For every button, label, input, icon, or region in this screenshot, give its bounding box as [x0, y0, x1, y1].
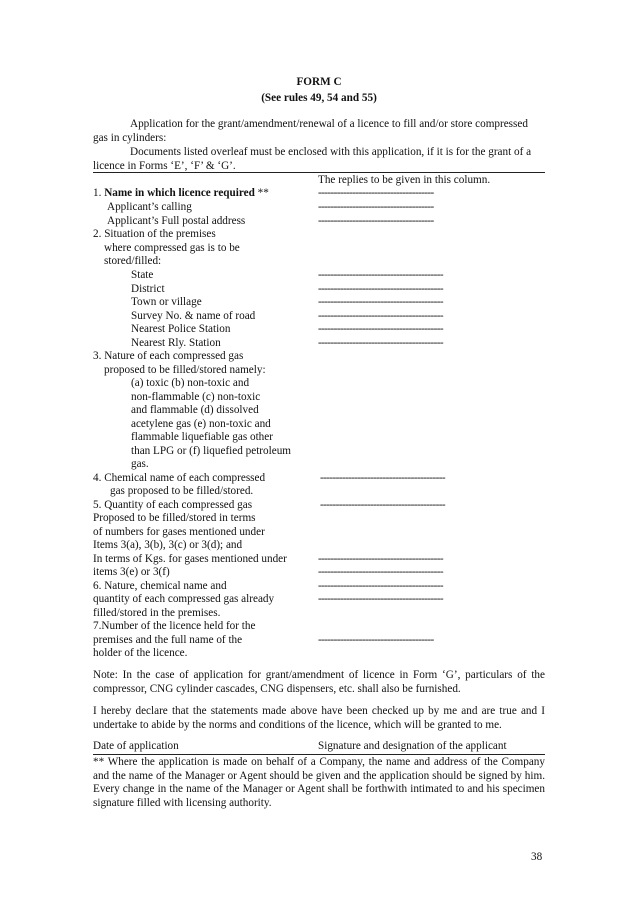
reply-line-police: ---------------------------------------- [318, 323, 444, 335]
replies-column-header: The replies to be given in this column. [318, 174, 491, 186]
reply-line-licence-held: ------------------------------------- [318, 634, 434, 646]
signature-label: Signature and designation of the applicant [318, 740, 507, 752]
reply-line-quantity-numbers: ---------------------------------------- [320, 499, 446, 511]
item-3-line-7: flammable liquefiable gas other [131, 431, 273, 443]
item-5-line-3: of numbers for gases mentioned under [93, 526, 265, 538]
item-2-line-2: where compressed gas is to be [104, 242, 240, 254]
item-3-line-1: 3. Nature of each compressed gas [93, 350, 244, 362]
page-number: 38 [531, 851, 543, 863]
town-label: Town or village [131, 296, 202, 308]
intro-line-3: Documents listed overleaf must be enclosed with this application, if it is for the grant of a [130, 146, 532, 158]
item-1-label [93, 187, 269, 201]
item-5-line-5: In terms of Kgs. for gases mentioned under [93, 553, 287, 565]
item-2-line-1: 2. Situation of the premises [93, 228, 216, 240]
item-3-line-4: non-flammable (c) non-toxic [131, 391, 261, 403]
reply-line-state: ---------------------------------------- [318, 269, 444, 281]
item-3-line-3: (a) toxic (b) non-toxic and [131, 377, 250, 389]
district-label: District [131, 283, 165, 295]
reply-line-district: ---------------------------------------- [318, 283, 444, 295]
item-5-line-4: Items 3(a), 3(b), 3(c) or 3(d); and [93, 539, 243, 551]
footnote-paragraph: ** Where the application is made on behalf of a Company, the name and address of the Company and the name of the Manager or Agent should be given and the application should be signed by him. Every change in the name of the Manager or Agent shall be forthwith intimated to and his specimen signature filled with licensing authority. [93, 756, 545, 809]
reply-line-calling: ------------------------------------- [318, 201, 434, 213]
reply-line-address: ------------------------------------- [318, 215, 434, 227]
item-4-line-1: 4. Chemical name of each compressed [93, 472, 266, 484]
reply-line-railway: ---------------------------------------- [318, 337, 444, 349]
reply-line-name: ------------------------------------- [318, 187, 434, 199]
item-1-asterisks: ** [254, 187, 269, 199]
item-7-line-1: 7.Number of the licence held for the [93, 620, 256, 632]
declaration-paragraph: I hereby declare that the statements made above have been checked up by me and are true and I undertake to abide by the norms and conditions of the licence, which will be granted to me. [93, 705, 545, 731]
reply-line-quantity-kgs-2: ---------------------------------------- [318, 566, 444, 578]
applicant-address-label: Applicant’s Full postal address [107, 215, 246, 227]
reply-line-quantity-kgs-1: ---------------------------------------- [318, 553, 444, 565]
intro-line-4: licence in Forms ‘E’, ‘F’ & ‘G’. [93, 160, 236, 172]
signature-rule [93, 754, 545, 755]
item-3-line-8: than LPG or (f) liquefied petroleum [131, 445, 291, 457]
intro-line-1: Application for the grant/amendment/renewal of a licence to fill and/or store compressed [130, 118, 528, 130]
intro-line-2: gas in cylinders: [93, 132, 167, 144]
item-6-line-2: quantity of each compressed gas already [93, 593, 275, 605]
survey-label: Survey No. & name of road [131, 310, 256, 322]
form-subtitle: (See rules 49, 54 and 55) [261, 92, 377, 104]
item-2-line-3: stored/filled: [104, 255, 162, 267]
reply-line-chemical-name: ---------------------------------------- [320, 472, 446, 484]
item-4-line-2: gas proposed to be filled/stored. [110, 485, 254, 497]
reply-line-existing-gas-1: ---------------------------------------- [318, 580, 444, 592]
item-6-line-3: filled/stored in the premises. [93, 607, 221, 619]
item-5-line-1: 5. Quantity of each compressed gas [93, 499, 253, 511]
state-label: State [131, 269, 154, 281]
header-rule [93, 172, 545, 173]
item-3-line-6: acetylene gas (e) non-toxic and [131, 418, 271, 430]
item-5-line-2: Proposed to be filled/stored in terms [93, 512, 256, 524]
item-7-line-2: premises and the full name of the [93, 634, 243, 646]
item-1-number: 1. [93, 187, 105, 199]
item-3-line-2: proposed to be filled/stored namely: [104, 364, 266, 376]
reply-line-existing-gas-2: ---------------------------------------- [318, 593, 444, 605]
item-5-line-6: items 3(e) or 3(f) [93, 566, 170, 578]
form-title: FORM C [296, 76, 342, 88]
item-3-line-5: and flammable (d) dissolved [131, 404, 259, 416]
date-of-application-label: Date of application [93, 740, 179, 752]
item-3-line-9: gas. [131, 458, 149, 470]
note-paragraph: Note: In the case of application for grant/amendment of licence in Form ‘G’, particulars of the compressor, CNG cylinder cascades, CNG dispensers, etc. shall also be furnished. [93, 669, 545, 695]
item-6-line-1: 6. Nature, chemical name and [93, 580, 227, 592]
item-7-line-3: holder of the licence. [93, 647, 188, 659]
railway-station-label: Nearest Rly. Station [131, 337, 221, 349]
reply-line-town: ---------------------------------------- [318, 296, 444, 308]
item-1-bold-text: Name in which licence required [104, 187, 255, 199]
police-station-label: Nearest Police Station [131, 323, 231, 335]
applicant-calling-label: Applicant’s calling [107, 201, 192, 213]
reply-line-survey: ---------------------------------------- [318, 310, 444, 322]
